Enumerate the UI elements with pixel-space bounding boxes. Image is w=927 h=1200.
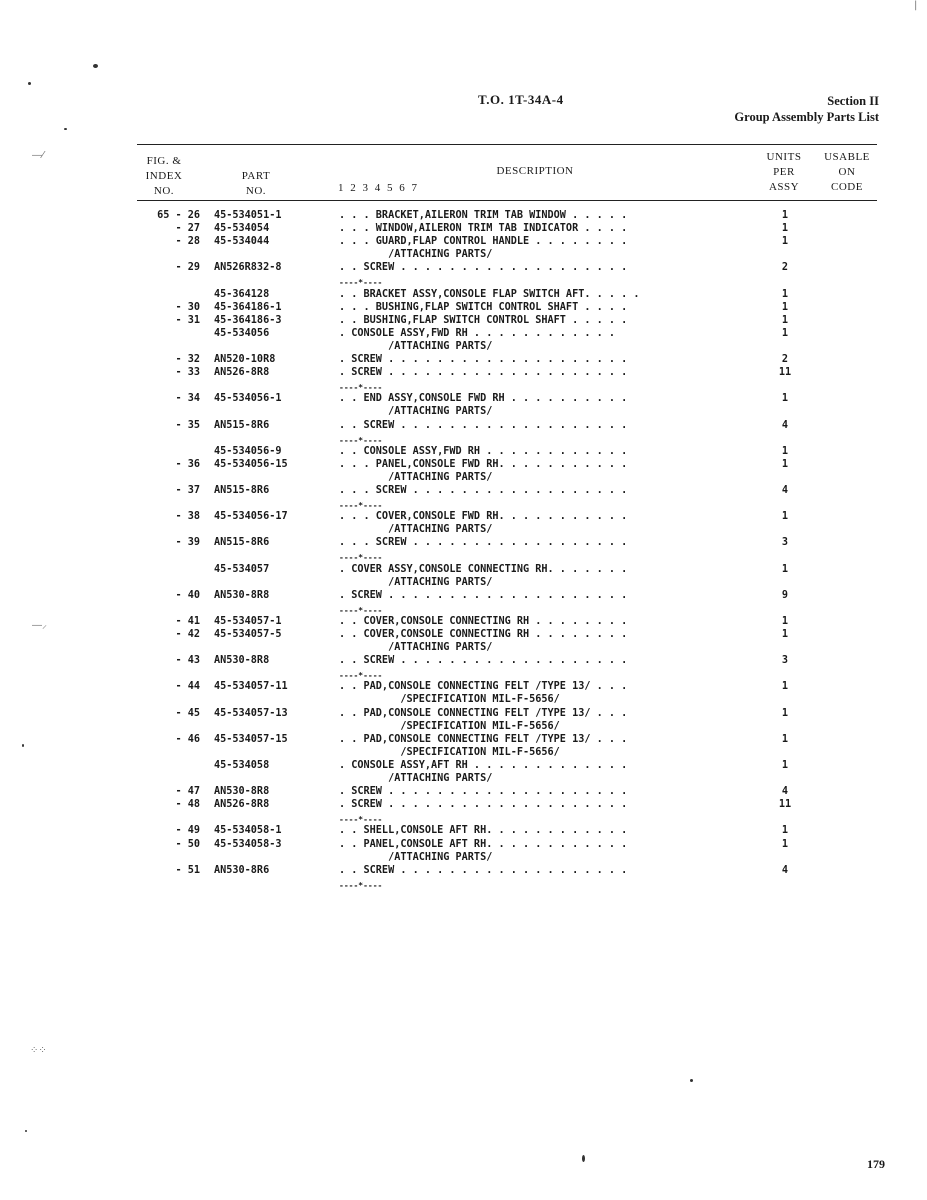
row-units: 1 (781, 223, 789, 235)
table-head-rule (137, 200, 877, 201)
end-attaching-parts-marker: ----*---- (339, 435, 383, 445)
row-description: . . SHELL,CONSOLE AFT RH. . . . . . . . . . . . (339, 825, 628, 837)
table-row (0, 576, 927, 589)
end-attaching-parts-marker: ----*---- (339, 815, 383, 825)
table-row (0, 288, 927, 301)
table-row (0, 248, 927, 261)
row-units: 4 (781, 786, 789, 798)
col-usable-on-code (818, 150, 876, 195)
row-description: . . PANEL,CONSOLE AFT RH. . . . . . . . . . . . (339, 838, 628, 850)
row-description: /ATTACHING PARTS/ (339, 471, 493, 483)
row-description: /ATTACHING PARTS/ (339, 249, 493, 261)
table-row (0, 235, 927, 248)
end-attaching-parts-marker: ----*---- (339, 553, 383, 563)
row-units: 1 (781, 458, 789, 470)
table-row (0, 327, 927, 340)
row-description: . . . SCREW . . . . . . . . . . . . . . . . . . (339, 537, 628, 549)
row-description: . . . BUSHING,FLAP SWITCH CONTROL SHAFT . . . . (339, 301, 628, 313)
parts-list (0, 209, 927, 890)
row-description: /SPECIFICATION MIL-F-5656/ (339, 720, 560, 732)
scan-mark: ―⸝ (32, 620, 47, 631)
table-row (0, 340, 927, 353)
row-units: 1 (781, 445, 789, 457)
col-fig-index-line1: FIG. & (146, 155, 182, 167)
end-marker-row (0, 432, 927, 445)
row-index: - 28 (175, 236, 200, 248)
row-description: /SPECIFICATION MIL-F-5656/ (339, 694, 560, 706)
table-row (0, 746, 927, 759)
table-row (0, 209, 927, 222)
row-part-no: AN530-8R8 (214, 655, 270, 667)
row-units: 2 (781, 262, 789, 274)
scan-mark: ―⁄ (32, 150, 44, 161)
row-part-no: AN515-8R6 (214, 419, 270, 431)
row-part-no: AN526R832-8 (214, 262, 282, 274)
row-index: - 36 (175, 458, 200, 470)
col-fig-index-line2: INDEX (145, 170, 183, 182)
row-index: - 47 (175, 786, 200, 798)
row-index: - 29 (175, 262, 200, 274)
header-section: Section II (827, 94, 879, 108)
row-units: 1 (781, 314, 789, 326)
row-description: . . PAD,CONSOLE CONNECTING FELT /TYPE 13/ . . . (339, 707, 628, 719)
end-marker-row (0, 602, 927, 615)
row-description: . SCREW . . . . . . . . . . . . . . . . . . . . (339, 799, 628, 811)
row-description: /ATTACHING PARTS/ (339, 524, 493, 536)
row-description: /ATTACHING PARTS/ (339, 851, 493, 863)
row-part-no: AN520-10R8 (214, 354, 276, 366)
row-part-no: 45-534057-15 (214, 733, 288, 745)
scan-mark: ⁘⁘ (30, 1045, 47, 1056)
row-index: - 34 (175, 393, 200, 405)
row-index: - 43 (175, 655, 200, 667)
row-index: - 33 (175, 367, 200, 379)
row-part-no: 45-534057 (214, 563, 270, 575)
row-description: . . BRACKET ASSY,CONSOLE FLAP SWITCH AFT. . . . . (339, 288, 640, 300)
row-description: /ATTACHING PARTS/ (339, 773, 493, 785)
col-units-line2: PER (773, 166, 795, 178)
row-description: . SCREW . . . . . . . . . . . . . . . . . . . . (339, 786, 628, 798)
row-part-no: 45-534056 (214, 327, 270, 339)
table-row (0, 798, 927, 811)
row-description: /ATTACHING PARTS/ (339, 406, 493, 418)
end-attaching-parts-marker: ----*---- (339, 671, 383, 681)
row-description: . SCREW . . . . . . . . . . . . . . . . . . . . (339, 367, 628, 379)
table-row (0, 589, 927, 602)
row-description: . . CONSOLE ASSY,FWD RH . . . . . . . . . . . . (339, 445, 628, 457)
row-description: /ATTACHING PARTS/ (339, 576, 493, 588)
row-description: . . SCREW . . . . . . . . . . . . . . . . . . . (339, 419, 628, 431)
row-description: . . PAD,CONSOLE CONNECTING FELT /TYPE 13/ . . . (339, 733, 628, 745)
row-description: . SCREW . . . . . . . . . . . . . . . . . . . . (339, 589, 628, 601)
table-row (0, 615, 927, 628)
col-units-per-assy (756, 150, 812, 195)
row-description: . . SCREW . . . . . . . . . . . . . . . . . . . (339, 262, 628, 274)
table-row (0, 851, 927, 864)
table-row (0, 471, 927, 484)
row-units: 1 (781, 759, 789, 771)
row-description: . CONSOLE ASSY,AFT RH . . . . . . . . . . . . . (339, 759, 628, 771)
table-row (0, 641, 927, 654)
row-description: . . COVER,CONSOLE CONNECTING RH . . . . . . . . (339, 615, 628, 627)
table-row (0, 772, 927, 785)
table-row (0, 785, 927, 798)
col-description: DESCRIPTION (496, 165, 574, 177)
row-units: 11 (778, 799, 792, 811)
row-part-no: 45-534057-11 (214, 681, 288, 693)
col-fig-index (138, 154, 190, 199)
row-description: /SPECIFICATION MIL-F-5656/ (339, 746, 560, 758)
scan-speck (582, 1155, 585, 1162)
row-description: . . END ASSY,CONSOLE FWD RH . . . . . . . . . . (339, 393, 628, 405)
row-index: - 40 (175, 589, 200, 601)
row-description: . . PAD,CONSOLE CONNECTING FELT /TYPE 13/ . . . (339, 681, 628, 693)
row-description: . . SCREW . . . . . . . . . . . . . . . . . . . (339, 864, 628, 876)
row-units: 1 (781, 210, 789, 221)
table-row (0, 419, 927, 432)
row-description: . SCREW . . . . . . . . . . . . . . . . . . . . (339, 354, 628, 366)
row-index: - 45 (175, 707, 200, 719)
row-index: - 50 (175, 838, 200, 850)
row-units: 1 (781, 393, 789, 405)
page-number: 179 (867, 1157, 885, 1171)
row-units: 2 (781, 354, 789, 366)
row-index: - 27 (175, 223, 200, 235)
end-marker-row (0, 811, 927, 824)
row-units: 9 (781, 589, 789, 601)
row-units: 4 (781, 484, 789, 496)
row-units: 1 (781, 838, 789, 850)
row-part-no: AN526-8R8 (214, 367, 270, 379)
row-index: - 46 (175, 733, 200, 745)
row-part-no: 45-534057-1 (214, 615, 282, 627)
row-index: - 44 (175, 681, 200, 693)
row-description: . . SCREW . . . . . . . . . . . . . . . . . . . (339, 655, 628, 667)
row-units: 1 (781, 511, 789, 523)
table-row (0, 261, 927, 274)
row-part-no: AN530-8R8 (214, 589, 270, 601)
scan-speck (25, 1130, 27, 1132)
table-row (0, 405, 927, 418)
row-description: . CONSOLE ASSY,FWD RH . . . . . . . . . . . . (339, 327, 616, 339)
row-index: - 39 (175, 537, 200, 549)
end-attaching-parts-marker: ----*---- (339, 605, 383, 615)
end-marker-row (0, 667, 927, 680)
row-description: /ATTACHING PARTS/ (339, 340, 493, 352)
row-index: - 42 (175, 629, 200, 640)
table-row (0, 353, 927, 366)
table-row (0, 693, 927, 706)
row-index: - 37 (175, 484, 200, 496)
end-attaching-parts-marker: ----*---- (339, 501, 383, 511)
table-row (0, 458, 927, 471)
table-row (0, 759, 927, 772)
col-usable-line1: USABLE (824, 151, 870, 163)
col-usable-line2: ON (838, 166, 856, 178)
end-attaching-parts-marker: ----*---- (339, 383, 383, 393)
row-description: . . COVER,CONSOLE CONNECTING RH . . . . . . . . (339, 629, 628, 640)
col-part-no-line2: NO. (245, 185, 267, 197)
col-fig-index-line3: NO. (153, 185, 175, 197)
row-part-no: 45-364186-1 (214, 301, 282, 313)
row-part-no: AN515-8R6 (214, 484, 270, 496)
row-index: - 41 (175, 615, 200, 627)
header-subtitle: Group Assembly Parts List (734, 110, 879, 124)
row-part-no: 45-364128 (214, 288, 270, 300)
end-marker-row (0, 274, 927, 287)
row-units: 11 (778, 367, 792, 379)
table-row (0, 680, 927, 693)
row-description: . . . WINDOW,AILERON TRIM TAB INDICATOR . . . . (339, 223, 628, 235)
table-row (0, 654, 927, 667)
table-row (0, 484, 927, 497)
table-row (0, 824, 927, 837)
col-units-line3: ASSY (768, 181, 800, 193)
row-part-no: 45-534056-17 (214, 511, 288, 523)
end-marker-row (0, 877, 927, 890)
table-row (0, 563, 927, 576)
row-index: - 49 (175, 825, 200, 837)
row-description: . . . GUARD,FLAP CONTROL HANDLE . . . . . . . . (339, 236, 628, 248)
table-top-rule (137, 144, 877, 145)
row-units: 1 (781, 615, 789, 627)
table-row (0, 733, 927, 746)
row-description: /ATTACHING PARTS/ (339, 642, 493, 654)
scan-mark: | (914, 0, 918, 11)
row-units: 1 (781, 301, 789, 313)
end-attaching-parts-marker: ----*---- (339, 278, 383, 288)
table-row (0, 445, 927, 458)
row-part-no: 45-534051-1 (214, 210, 282, 221)
row-description: . . . BRACKET,AILERON TRIM TAB WINDOW . . . . . (339, 210, 628, 221)
row-units: 1 (781, 563, 789, 575)
row-part-no: 45-534058 (214, 759, 270, 771)
row-description: . . . PANEL,CONSOLE FWD RH. . . . . . . . . . . (339, 458, 628, 470)
row-units: 1 (781, 733, 789, 745)
row-units: 1 (781, 288, 789, 300)
row-part-no: 45-534056-1 (214, 393, 282, 405)
row-part-no: 45-534057-5 (214, 629, 282, 640)
col-indent-digits: 1 2 3 4 5 6 7 (338, 182, 419, 194)
row-index: - 30 (175, 301, 200, 313)
row-units: 4 (781, 864, 789, 876)
scan-speck (64, 128, 67, 130)
scan-speck (22, 744, 24, 747)
row-index: 65 - 26 (157, 210, 200, 221)
row-part-no: 45-364186-3 (214, 314, 282, 326)
table-row (0, 523, 927, 536)
row-units: 1 (781, 707, 789, 719)
table-row (0, 720, 927, 733)
row-index: - 51 (175, 864, 200, 876)
row-part-no: AN515-8R6 (214, 537, 270, 549)
table-row (0, 301, 927, 314)
col-part-no-line1: PART (241, 170, 271, 182)
table-row (0, 864, 927, 877)
row-units: 1 (781, 327, 789, 339)
scan-speck (690, 1079, 693, 1082)
row-part-no: 45-534058-3 (214, 838, 282, 850)
table-row (0, 838, 927, 851)
col-part-no (226, 169, 286, 199)
row-part-no: 45-534056-9 (214, 445, 282, 457)
scan-speck (93, 64, 98, 68)
table-row (0, 707, 927, 720)
row-units: 1 (781, 236, 789, 248)
row-description: . COVER ASSY,CONSOLE CONNECTING RH. . . . . . . (339, 563, 628, 575)
row-part-no: 45-534058-1 (214, 825, 282, 837)
row-description: . . BUSHING,FLAP SWITCH CONTROL SHAFT . . . . . (339, 314, 628, 326)
row-index: - 38 (175, 511, 200, 523)
table-row (0, 314, 927, 327)
row-part-no: AN530-8R8 (214, 786, 270, 798)
row-units: 1 (781, 629, 789, 640)
table-row (0, 366, 927, 379)
row-part-no: AN526-8R8 (214, 799, 270, 811)
row-index: - 32 (175, 354, 200, 366)
end-marker-row (0, 497, 927, 510)
row-part-no: AN530-8R6 (214, 864, 270, 876)
end-marker-row (0, 379, 927, 392)
table-row (0, 510, 927, 523)
row-description: . . . SCREW . . . . . . . . . . . . . . . . . . (339, 484, 628, 496)
table-row (0, 392, 927, 405)
col-usable-line3: CODE (831, 181, 863, 193)
row-part-no: 45-534054 (214, 223, 270, 235)
table-row (0, 536, 927, 549)
row-part-no: 45-534057-13 (214, 707, 288, 719)
row-units: 3 (781, 655, 789, 667)
row-units: 1 (781, 825, 789, 837)
col-units-line1: UNITS (766, 151, 802, 163)
row-index: - 48 (175, 799, 200, 811)
end-attaching-parts-marker: ----*---- (339, 880, 383, 890)
row-index: - 31 (175, 314, 200, 326)
scan-speck (28, 82, 31, 85)
header-to-number: T.O. 1T-34A-4 (478, 92, 564, 107)
table-row (0, 628, 927, 641)
row-description: . . . COVER,CONSOLE FWD RH. . . . . . . . . . . (339, 511, 628, 523)
row-part-no: 45-534044 (214, 236, 270, 248)
row-part-no: 45-534056-15 (214, 458, 288, 470)
row-units: 1 (781, 681, 789, 693)
table-row (0, 222, 927, 235)
end-marker-row (0, 549, 927, 562)
row-units: 3 (781, 537, 789, 549)
row-index: - 35 (175, 419, 200, 431)
row-units: 4 (781, 419, 789, 431)
header-section-block (734, 93, 879, 125)
